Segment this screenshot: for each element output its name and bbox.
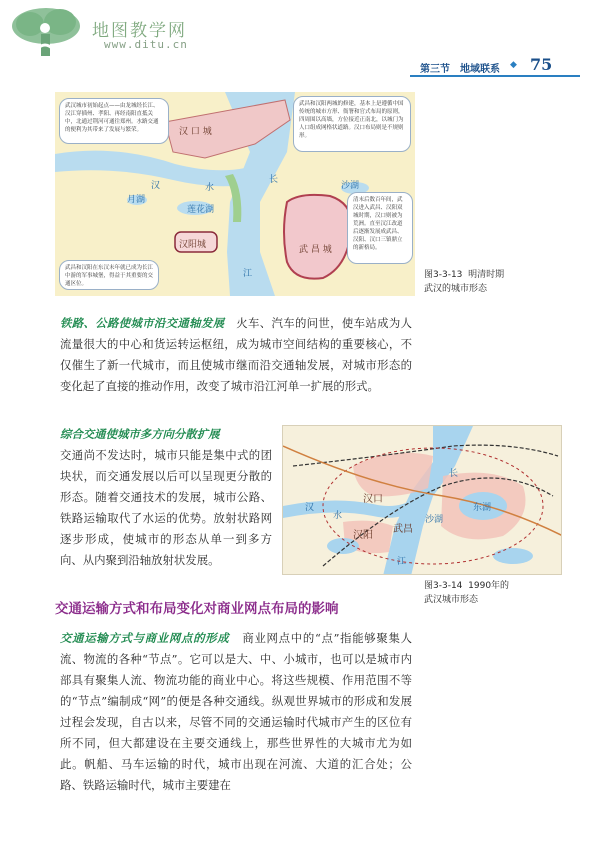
- paragraph-railway-highway: [60, 313, 412, 397]
- map1-label-chang: 长: [269, 175, 279, 185]
- paragraph-integrated-transport-text: 交通尚不发达时，城市只能是集中式的团块状，而交通发展以后可以呈现更分散的形态。随着交通技术的发展，城市公路、铁路运输取代了水运的优势。放射状路网逐步形成，使城市的形态从单一到多方向、从内聚到沿轴放射状发展。: [60, 448, 272, 567]
- map2-caption: [424, 579, 544, 607]
- map-ming-qing-wuhan: [55, 92, 415, 296]
- header-section: 第三节: [420, 64, 450, 75]
- map1-label-hanyang: 汉阳城: [179, 240, 207, 250]
- watermark: [8, 4, 218, 60]
- map1-label-wuchang: 武 昌 城: [299, 245, 332, 255]
- tree-logo-icon: [8, 4, 88, 60]
- map-1990-graphic: [283, 426, 562, 575]
- map-1990-wuhan: [282, 425, 562, 575]
- map1-caption-line2: 武汉的城市形态: [424, 284, 488, 294]
- map1-label-lianhuahu: 莲花湖: [187, 205, 215, 215]
- map1-note-sw: 武昌和汉阳在东汉末年就已成为长江中游的军事城堡，得益于其重要的交通区位。: [59, 260, 159, 290]
- header-subsection: 地域联系: [460, 64, 500, 75]
- paragraph-transport-commerce-text: 商业网点中的“点”指能够聚集人流、物流的各种“节点”。它可以是大、中、小城市，也可以是城市内部具有聚集人流、物流功能的商业中心。将这些规模、作用范围不等的“节点”编制成“网”的便是各种交通线。纵观世界城市的形成和发展过程会发现，自古以来，尽管不同的交通运输时代城市产生的区位有所不同，但大都建设在主要交通线上，那些世界性的大城市尤为如此。帆船、马车运输的时代，城市出现在河流、大道的汇合处；公路、铁路运输时代，城市主要建在: [60, 631, 412, 792]
- watermark-url: www.ditu.cn: [104, 38, 188, 51]
- keyword-railway-highway: 铁路、公路使城市沿交通轴发展: [60, 316, 225, 330]
- map2-label-hanyang: 汉阳: [353, 530, 373, 541]
- map1-caption-number: 图3-3-13: [424, 270, 463, 280]
- map2-label-donghu: 东湖: [473, 503, 492, 513]
- map1-note-e: 清末后数百年间，武汉进入武昌、汉阳双城时期，汉口则被为荒洲。直至汉江改道后逐渐发展成武昌、汉阳、汉口三镇鼎立的新格局。: [347, 192, 413, 264]
- map1-note-ne: 武昌和汉阳两城的修建，基本上是遵循中国传统的城市方形、衙署和官式布局的原则，四周围以高墙，方位接近正南北，以城门为人口组成网格状道路。汉口布局则是不规则形。: [293, 96, 411, 152]
- paragraph-transport-commerce: [60, 628, 412, 796]
- section-title: 交通运输方式和布局变化对商业网点布局的影响: [55, 601, 339, 617]
- keyword-integrated-transport: 综合交通使城市多方向分散扩展: [60, 427, 220, 441]
- map1-label-jiang: 江: [243, 269, 253, 279]
- map1-label-yuehu: 月湖: [127, 195, 146, 205]
- diamond-icon: ◆: [510, 60, 517, 70]
- header-rule: [410, 75, 580, 77]
- map1-label-han: 汉: [151, 181, 161, 191]
- map2-label-wuchang: 武昌: [393, 524, 413, 535]
- paragraph-integrated-transport: [60, 424, 272, 571]
- map2-label-shahu: 沙湖: [425, 515, 444, 525]
- page-number: 75: [530, 55, 553, 74]
- watermark-site-name: 地图教学网: [92, 21, 187, 41]
- map2-caption-title: 1990年的: [468, 581, 510, 591]
- map2-label-hankou: 汉口: [363, 494, 383, 505]
- map2-caption-line2: 武汉城市形态: [424, 595, 479, 605]
- map1-label-shui: 水: [205, 183, 215, 193]
- map2-caption-number: 图3-3-14: [424, 581, 463, 591]
- map2-label-shui: 水: [333, 511, 343, 521]
- map2-label-chang: 长: [449, 469, 459, 479]
- map2-label-han: 汉: [305, 503, 315, 513]
- paragraph-railway-highway-text: 火车、汽车的问世，使车站成为人流量很大的中心和货运转运枢纽，成为城市空间结构的重要核心，不仅催生了新一代城市，而且使城市继而沿交通轴发展，对城市形态的变化起了直接的推动作用，改变了城市沿江河单一扩展的形式。: [60, 316, 412, 393]
- keyword-transport-commerce: 交通运输方式与商业网点的形成: [60, 631, 230, 645]
- map2-label-jiang: 江: [397, 557, 407, 567]
- map1-label-hankou: 汉 口 城: [179, 127, 212, 137]
- map1-caption: [424, 268, 534, 296]
- map1-label-shahu: 沙湖: [341, 181, 360, 191]
- map1-caption-title: 明清时期: [468, 270, 505, 280]
- map1-note-nw: 武汉城市初始起点——由龙城经长江、汉江穿插州、孝阳、再经南阳直抵关中，北通过荆河可通往郑州。水路交通的便利为其带来了发展与繁荣。: [59, 98, 169, 144]
